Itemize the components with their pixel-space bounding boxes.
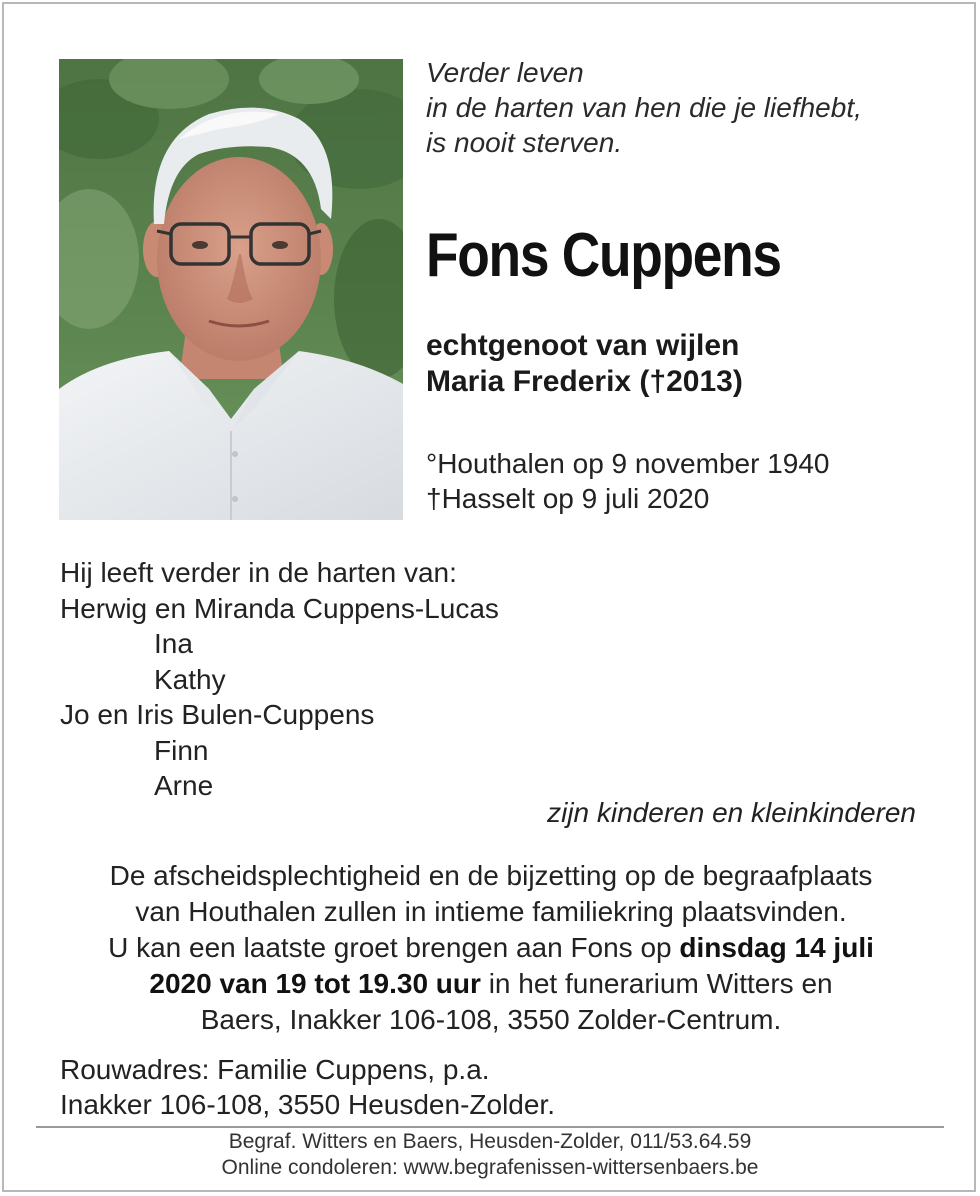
funeral-home-contact: Begraf. Witters en Baers, Heusden-Zolder, 011/53.64.59 xyxy=(228,1130,752,1153)
ceremony-line: Baers, Inakker 106-108, 3550 Zolder-Centrum. xyxy=(200,1004,782,1035)
birth-date: °Houthalen op 9 november 1940 xyxy=(426,448,830,479)
spouse-line: Maria Frederix (†2013) xyxy=(426,365,743,398)
ceremony-line xyxy=(40,930,942,966)
family-member: Jo en Iris Bulen-Cuppens xyxy=(60,699,375,730)
online-condolence-link[interactable]: Online condoleren: www.begrafenissen-wittersenbaers.be xyxy=(221,1156,759,1179)
family-member: Arne xyxy=(154,770,214,801)
quote-line: in de harten van hen die je liefhebt, xyxy=(426,92,862,123)
spouse-line: echtgenoot van wijlen xyxy=(426,329,740,362)
quote-line: Verder leven xyxy=(426,57,584,88)
family-intro: Hij leeft verder in de harten van: xyxy=(60,557,457,588)
ceremony-time: 2020 van 19 tot 19.30 uur xyxy=(149,968,481,999)
life-dates xyxy=(426,446,829,516)
ceremony-line xyxy=(40,966,942,1002)
ceremony-line: De afscheidsplechtigheid en de bijzetting op de begraafplaats xyxy=(109,860,873,891)
family-relation: zijn kinderen en kleinkinderen xyxy=(547,797,916,828)
ceremony-line: van Houthalen zullen in intieme familiekring plaatsvinden. xyxy=(135,896,847,927)
family-member: Finn xyxy=(154,734,209,766)
deceased-name: Fons Cuppens xyxy=(426,221,781,290)
ceremony-text: in het funerarium Witters en xyxy=(488,968,833,999)
ceremony-notice xyxy=(40,858,942,1038)
footer-divider xyxy=(36,1126,944,1128)
ceremony-text: U kan een laatste groet brengen aan Fons op xyxy=(108,932,672,963)
family-list xyxy=(60,555,499,804)
funeral-home-footer xyxy=(36,1129,944,1181)
death-date: †Hasselt op 9 juli 2020 xyxy=(426,483,710,514)
spouse-info xyxy=(426,328,743,400)
address-line: Rouwadres: Familie Cuppens, p.a. xyxy=(60,1054,490,1085)
ceremony-date: dinsdag 14 juli xyxy=(679,932,874,963)
portrait-photo xyxy=(59,59,403,520)
family-member: Kathy xyxy=(154,663,226,695)
mourning-address xyxy=(60,1052,555,1122)
address-line: Inakker 106-108, 3550 Heusden-Zolder. xyxy=(60,1089,555,1120)
quote-line: is nooit sterven. xyxy=(426,127,623,158)
memorial-quote xyxy=(426,55,946,160)
family-member: Herwig en Miranda Cuppens-Lucas xyxy=(60,592,499,624)
family-member: Ina xyxy=(154,628,193,659)
